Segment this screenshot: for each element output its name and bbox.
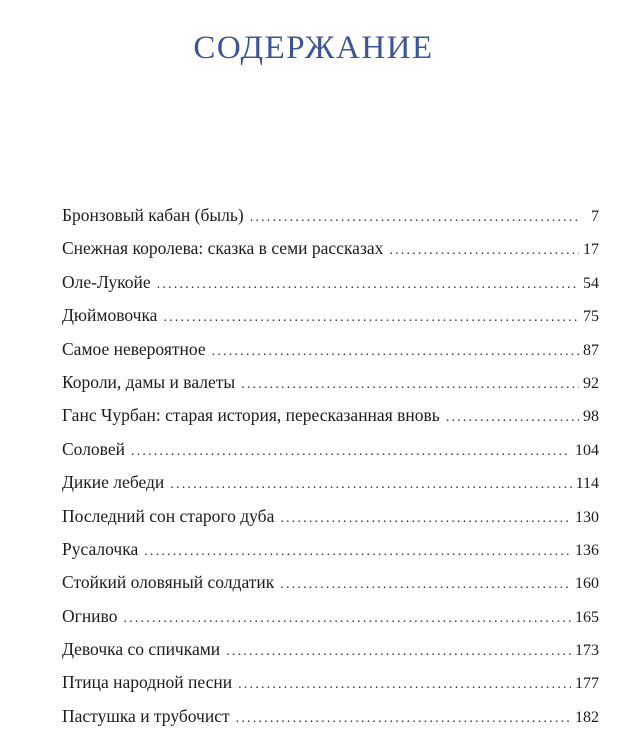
toc-entry-page: 92	[583, 374, 599, 392]
toc-entry	[62, 333, 599, 366]
toc-entry	[62, 366, 599, 399]
toc-entry	[62, 633, 599, 666]
dot-leader	[241, 368, 579, 401]
dot-leader	[212, 335, 579, 368]
dot-leader	[157, 268, 579, 301]
toc-entry-title: Бронзовый кабан (быль)	[62, 205, 244, 225]
toc-entry	[62, 232, 599, 265]
toc-entry-title: Огниво	[62, 605, 118, 626]
table-of-contents	[62, 199, 599, 733]
toc-entry-page: 17	[583, 241, 599, 259]
dot-leader	[280, 568, 571, 601]
toc-entry-page: 7	[591, 208, 599, 225]
dot-leader	[446, 401, 579, 434]
toc-entry	[62, 666, 599, 699]
toc-entry-page: 177	[575, 675, 599, 693]
toc-entry-title: Последний сон старого дуба	[62, 505, 275, 526]
toc-entry	[62, 533, 599, 566]
toc-entry-page: 165	[575, 608, 599, 626]
toc-entry-page: 114	[575, 475, 599, 493]
toc-entry	[62, 433, 599, 466]
toc-entry-page: 98	[583, 408, 599, 426]
dot-leader	[236, 702, 571, 735]
toc-entry-title: Русалочка	[62, 538, 139, 559]
toc-entry-title: Девочка со спичками	[62, 639, 221, 660]
toc-entry-page: 160	[575, 575, 599, 593]
toc-entry-title: Снежная королева: сказка в семи рассказах	[62, 238, 384, 259]
toc-entry-title: Дюймовочка	[62, 305, 158, 326]
dot-leader	[131, 435, 571, 468]
toc-entry-title: Стойкий оловяный солдатик	[62, 572, 275, 593]
toc-entry	[62, 399, 599, 432]
toc-entry-page: 54	[583, 274, 599, 292]
toc-entry	[62, 466, 599, 499]
toc-entry-title: Соловей	[62, 438, 125, 459]
toc-entry-page: 104	[575, 441, 599, 459]
toc-entry	[62, 266, 599, 299]
dot-leader	[144, 535, 571, 568]
dot-leader	[123, 602, 571, 635]
toc-entry-page: 75	[583, 308, 599, 326]
toc-entry-title: Короли, дамы и валеты	[62, 371, 236, 392]
toc-entry-page: 136	[575, 541, 599, 559]
toc-entry	[62, 199, 599, 232]
toc-entry-title: Птица народной песни	[62, 672, 233, 693]
dot-leader	[280, 502, 571, 535]
toc-entry	[62, 566, 599, 599]
dot-leader	[170, 468, 571, 501]
toc-entry-page: 182	[575, 708, 599, 726]
toc-entry-title: Оле-Лукойе	[62, 271, 151, 292]
toc-entry-page: 173	[575, 642, 599, 660]
dot-leader	[163, 301, 579, 334]
toc-entry	[62, 700, 599, 733]
dot-leader	[226, 635, 571, 668]
dot-leader	[389, 234, 579, 267]
toc-entry-title: Самое невероятное	[62, 338, 206, 359]
toc-entry	[62, 299, 599, 332]
toc-entry-page: 87	[583, 341, 599, 359]
dot-leader	[238, 668, 571, 701]
toc-entry	[62, 500, 599, 533]
toc-entry	[62, 600, 599, 633]
toc-entry-title: Пастушка и трубочист	[62, 705, 230, 726]
page-title: СОДЕРЖАНИЕ	[193, 30, 434, 66]
toc-entry-title: Ганс Чурбан: старая история, пересказанная вновь	[62, 405, 440, 426]
toc-entry-page: 130	[575, 508, 599, 526]
toc-entry-title: Дикие лебеди	[62, 472, 165, 493]
dot-leader	[250, 201, 581, 234]
